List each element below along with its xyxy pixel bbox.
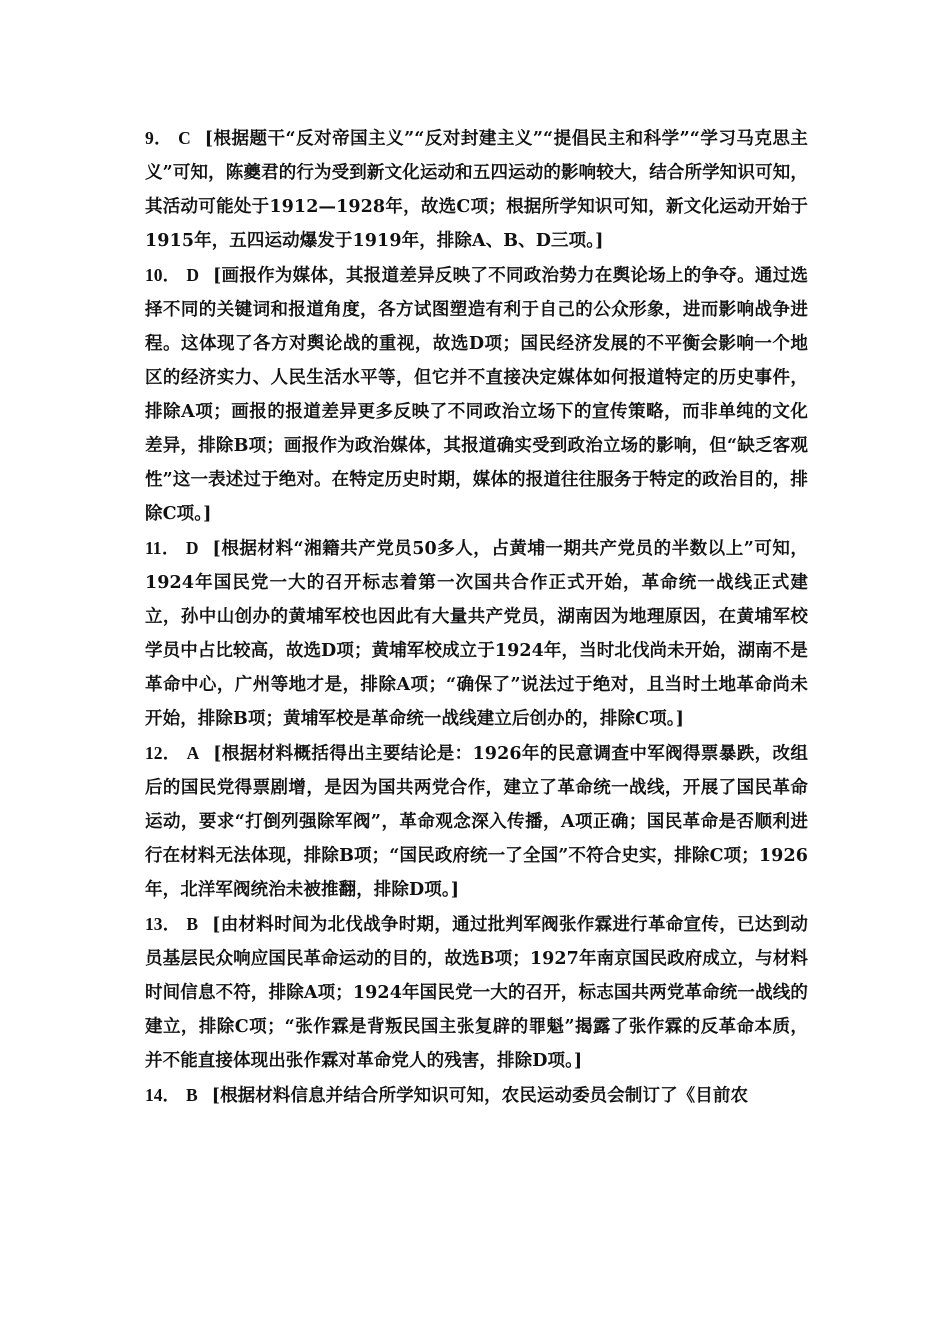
explanation-text: [由材料时间为北伐战争时期，通过批判军阀张作霖进行革命宣传，已达到动员基层民众响应国民革命运动的目的，故选B项；1927年南京国民政府成立，与材料时间信息不符，排除A项；1924年国民党一大的召开，标志国共两党革命统一战线的建立，排除C项；“张作霖是背叛民国主张复辟的罪魁”揭露了张作霖的反革命本质，并不能直接体现出张作霖对革命党人的残害，排除D项。] — [145, 915, 809, 1071]
answer-item-14 — [145, 1078, 808, 1113]
explanation-text: [根据材料“湘籍共产党员50多人，占黄埔一期共产党员的半数以上”可知，1924年国民党一大的召开标志着第一次国共合作正式开始，革命统一战线正式建立，孙中山创办的黄埔军校也因此有大量共产党员，湖南因为地理原因，在黄埔军校学员中占比较高，故选D项；黄埔军校成立于1924年，当时北伐尚未开始，湖南不是革命中心，广州等地才是，排除A项；“确保了”说法过于绝对，且当时土地革命尚未开始，排除B项；黄埔军校是革命统一战线建立后创办的，排除C项。] — [145, 539, 808, 729]
explanation-text: [根据题干“反对帝国主义”“反对封建主义”“提倡民主和科学”“学习马克思主义”可知，陈夔君的行为受到新文化运动和五四运动的影响较大，结合所学知识可知，其活动可能处于1912—1928年，故选C项；根据所学知识可知，新文化运动开始于1915年，五四运动爆发于1919年，排除A、B、D三项。] — [145, 129, 808, 251]
explanation-text: [根据材料信息并结合所学知识可知，农民运动委员会制订了《目前农 — [211, 1086, 749, 1106]
explanation-text: [根据材料概括得出主要结论是：1926年的民意调查中军阀得票暴跌，改组后的国民党得票剧增，是因为国共两党合作，建立了革命统一战线，开展了国民革命运动，要求“打倒列强除军阀”，革命观念深入传播，A项正确；国民革命是否顺利进行在材料无法体现，排除B项；“国民政府统一了全国”不符合史实，排除C项；1926年，北洋军阀统治未被推翻，排除D项。] — [145, 744, 809, 900]
answer-item-12 — [145, 736, 808, 907]
answer-choice: C — [178, 128, 191, 148]
question-number: 9． — [145, 128, 173, 148]
answer-item-9 — [145, 121, 808, 258]
answer-explanations — [145, 121, 808, 1113]
question-number: 12． — [145, 743, 181, 763]
answer-choice: D — [185, 538, 199, 558]
question-number: 10． — [145, 265, 181, 285]
explanation-text: [画报作为媒体，其报道差异反映了不同政治势力在舆论场上的争夺。通过选择不同的关键词和报道角度，各方试图塑造有利于自己的公众形象，进而影响战争进程。这体现了各方对舆论战的重视，故选D项；国民经济发展的不平衡会影响一个地区的经济实力、人民生活水平等，但它并不直接决定媒体如何报道特定的历史事件，排除A项；画报的报道差异更多反映了不同政治立场下的宣传策略，而非单纯的文化差异，排除B项；画报作为政治媒体，其报道确实受到政治立场的影响，但“缺乏客观性”这一表述过于绝对。在特定历史时期，媒体的报道往往服务于特定的政治目的，排除C项。] — [145, 266, 808, 524]
question-number: 14． — [145, 1085, 180, 1105]
answer-choice: D — [186, 265, 199, 285]
question-number: 13． — [145, 914, 181, 934]
answer-item-10 — [145, 258, 808, 531]
answer-item-11 — [145, 531, 808, 736]
answer-choice: A — [186, 743, 200, 763]
answer-choice: B — [186, 1085, 198, 1105]
answer-item-13 — [145, 907, 808, 1078]
question-number: 11． — [145, 538, 180, 558]
answer-choice: B — [186, 914, 199, 934]
